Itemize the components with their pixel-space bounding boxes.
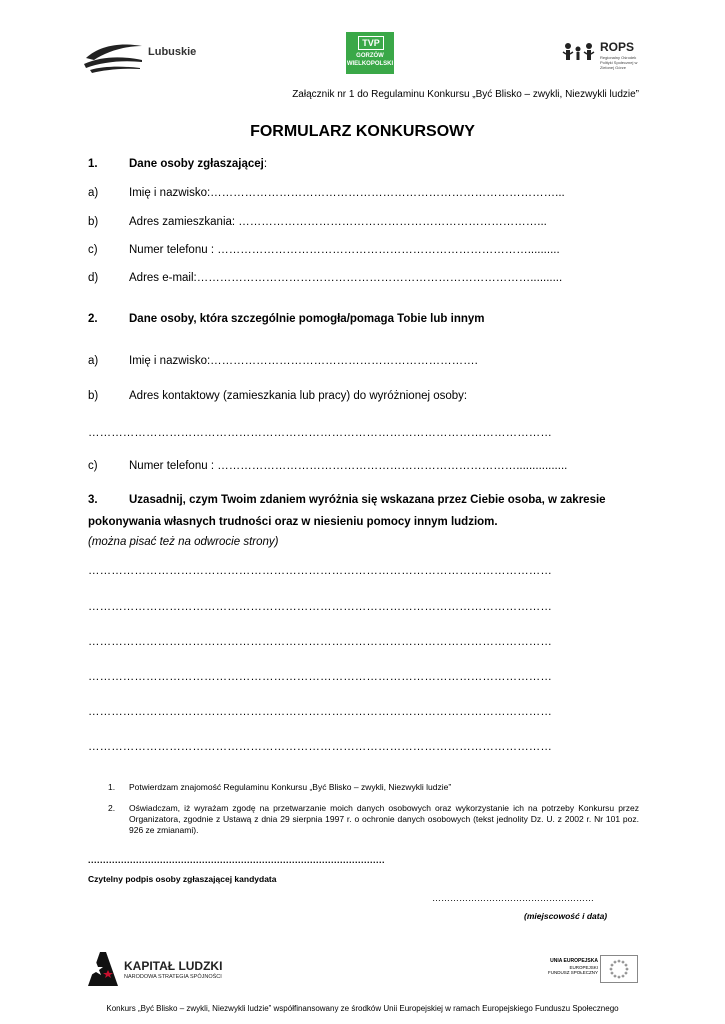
field-helper-phone-letter: c) bbox=[88, 460, 98, 472]
section2-heading: Dane osoby, która szczególnie pomogła/pomaga Tobie lub innym bbox=[129, 313, 485, 325]
place-date-line[interactable]: ……………………………………………… bbox=[432, 893, 594, 903]
field-helper-name-letter: a) bbox=[88, 355, 99, 367]
lubuskie-text: Lubuskie bbox=[148, 46, 197, 58]
declaration-item bbox=[108, 803, 648, 843]
justification-line[interactable]: ………………………………………………………………………………………………………… bbox=[88, 741, 552, 753]
tvp-logo bbox=[346, 32, 394, 74]
field-email-label: Adres e-mail:…………………………………………………………………………….......... bbox=[129, 272, 563, 284]
section1-number: 1. bbox=[88, 158, 98, 170]
field-helper-address-line[interactable]: ………………………………………………………………………………………………………… bbox=[88, 427, 552, 439]
field-address-label: Adres zamieszkania: ……………………………………………………………………... bbox=[129, 216, 547, 228]
justification-line[interactable]: ………………………………………………………………………………………………………… bbox=[88, 601, 552, 613]
section3-heading-line2: pokonywania własnych trudności oraz w niesieniu pomocy innym ludziom. bbox=[88, 516, 498, 528]
signature-line[interactable]: ................................................................................................... bbox=[88, 855, 386, 865]
field-email-letter: d) bbox=[88, 272, 99, 284]
lubuskie-emblem-icon bbox=[84, 40, 144, 74]
section3-heading-line1: Uzasadnij, czym Twoim zdaniem wyróżnia się wskazana przez Ciebie osoba, w zakresie bbox=[129, 494, 606, 506]
kapital-ludzki-emblem-icon bbox=[86, 948, 120, 988]
rops-name: ROPS bbox=[600, 40, 635, 54]
kapital-ludzki-subtitle: NARODOWA STRATEGIA SPÓJNOŚCI bbox=[124, 974, 222, 980]
justification-line[interactable]: ………………………………………………………………………………………………………… bbox=[88, 565, 552, 577]
field-phone-letter: c) bbox=[88, 244, 98, 256]
field-helper-address-label: Adres kontaktowy (zamieszkania lub pracy) do wyróżnionej osoby: bbox=[129, 390, 468, 402]
eu-logo bbox=[548, 955, 638, 983]
signature-label: Czytelny podpis osoby zgłaszającej kandydata bbox=[88, 874, 277, 884]
footer-note: Konkurs „Być Blisko – zwykli, Niezwykli ludzie” współfinansowany ze środków Unii Europejskiej w ramach Europejskiego Funduszu Społecznego bbox=[106, 1004, 619, 1013]
field-phone-label: Numer telefonu : ……………………………………………………………………….......... bbox=[129, 244, 560, 256]
eu-flag-icon bbox=[600, 955, 638, 983]
field-name-letter: a) bbox=[88, 187, 99, 199]
declaration-number: 2. bbox=[108, 803, 116, 813]
field-name-label: Imię i nazwisko:………………………………………………………………………………... bbox=[129, 187, 565, 199]
section3-number: 3. bbox=[88, 494, 98, 506]
section1-heading: Dane osoby zgłaszającej bbox=[129, 158, 264, 170]
tvp-line1: GORZÓW bbox=[356, 53, 384, 59]
page-title: FORMULARZ KONKURSOWY bbox=[250, 123, 475, 140]
section1-heading-wrap bbox=[129, 158, 267, 170]
field-helper-address-letter: b) bbox=[88, 390, 99, 402]
declaration-text: Oświadczam, iż wyrażam zgodę na przetwarzanie moich danych osobowych oraz wykorzystanie ich na potrzeby Konkursu przez Organizatora, zgodnie z Ustawą z dnia 29 sierpnia 1997 r. o ochronie danych osobowych (tekst jednolity Dz. U. z 2002 r. Nr 101 poz. 926 ze zmianami). bbox=[129, 803, 639, 835]
field-helper-phone-label: Numer telefonu : ……………………………………………………………………................ bbox=[129, 460, 568, 472]
declaration-text: Potwierdzam znajomość Regulaminu Konkursu „Być Blisko – zwykli, Niezwykli ludzie” bbox=[129, 782, 452, 792]
people-figures-icon bbox=[562, 40, 598, 70]
eu-name: UNIA EUROPEJSKA bbox=[550, 958, 598, 964]
lubuskie-logo bbox=[84, 40, 204, 74]
eu-fund: EUROPEJSKI FUNDUSZ SPOŁECZNY bbox=[548, 965, 599, 975]
declaration-item bbox=[108, 782, 648, 796]
section1-colon: : bbox=[263, 158, 268, 170]
justification-line[interactable]: ………………………………………………………………………………………………………… bbox=[88, 706, 552, 718]
rops-subtitle: Regionalny Ośrodek Polityki Społecznej w Zielonej Górze bbox=[600, 55, 638, 70]
justification-line[interactable]: ………………………………………………………………………………………………………… bbox=[88, 671, 552, 683]
section3-note: (można pisać też na odwrocie strony) bbox=[88, 536, 279, 548]
rops-logo bbox=[562, 40, 672, 74]
field-helper-name-label: Imię i nazwisko:……………………………………………………………. bbox=[129, 355, 478, 367]
kapital-ludzki-name: KAPITAŁ LUDZKI bbox=[124, 959, 223, 973]
justification-line[interactable]: ………………………………………………………………………………………………………… bbox=[88, 636, 552, 648]
attachment-note: Załącznik nr 1 do Regulaminu Konkursu „Być Blisko – zwykli, Niezwykli ludzie” bbox=[292, 89, 639, 100]
kapital-ludzki-logo bbox=[86, 948, 246, 988]
place-date-label: (miejscowość i data) bbox=[524, 911, 608, 921]
tvp-box: TVP bbox=[358, 36, 384, 50]
tvp-line2: WIELKOPOLSKI bbox=[346, 61, 394, 67]
section2-number: 2. bbox=[88, 313, 98, 325]
declaration-number: 1. bbox=[108, 782, 116, 792]
field-address-letter: b) bbox=[88, 216, 99, 228]
